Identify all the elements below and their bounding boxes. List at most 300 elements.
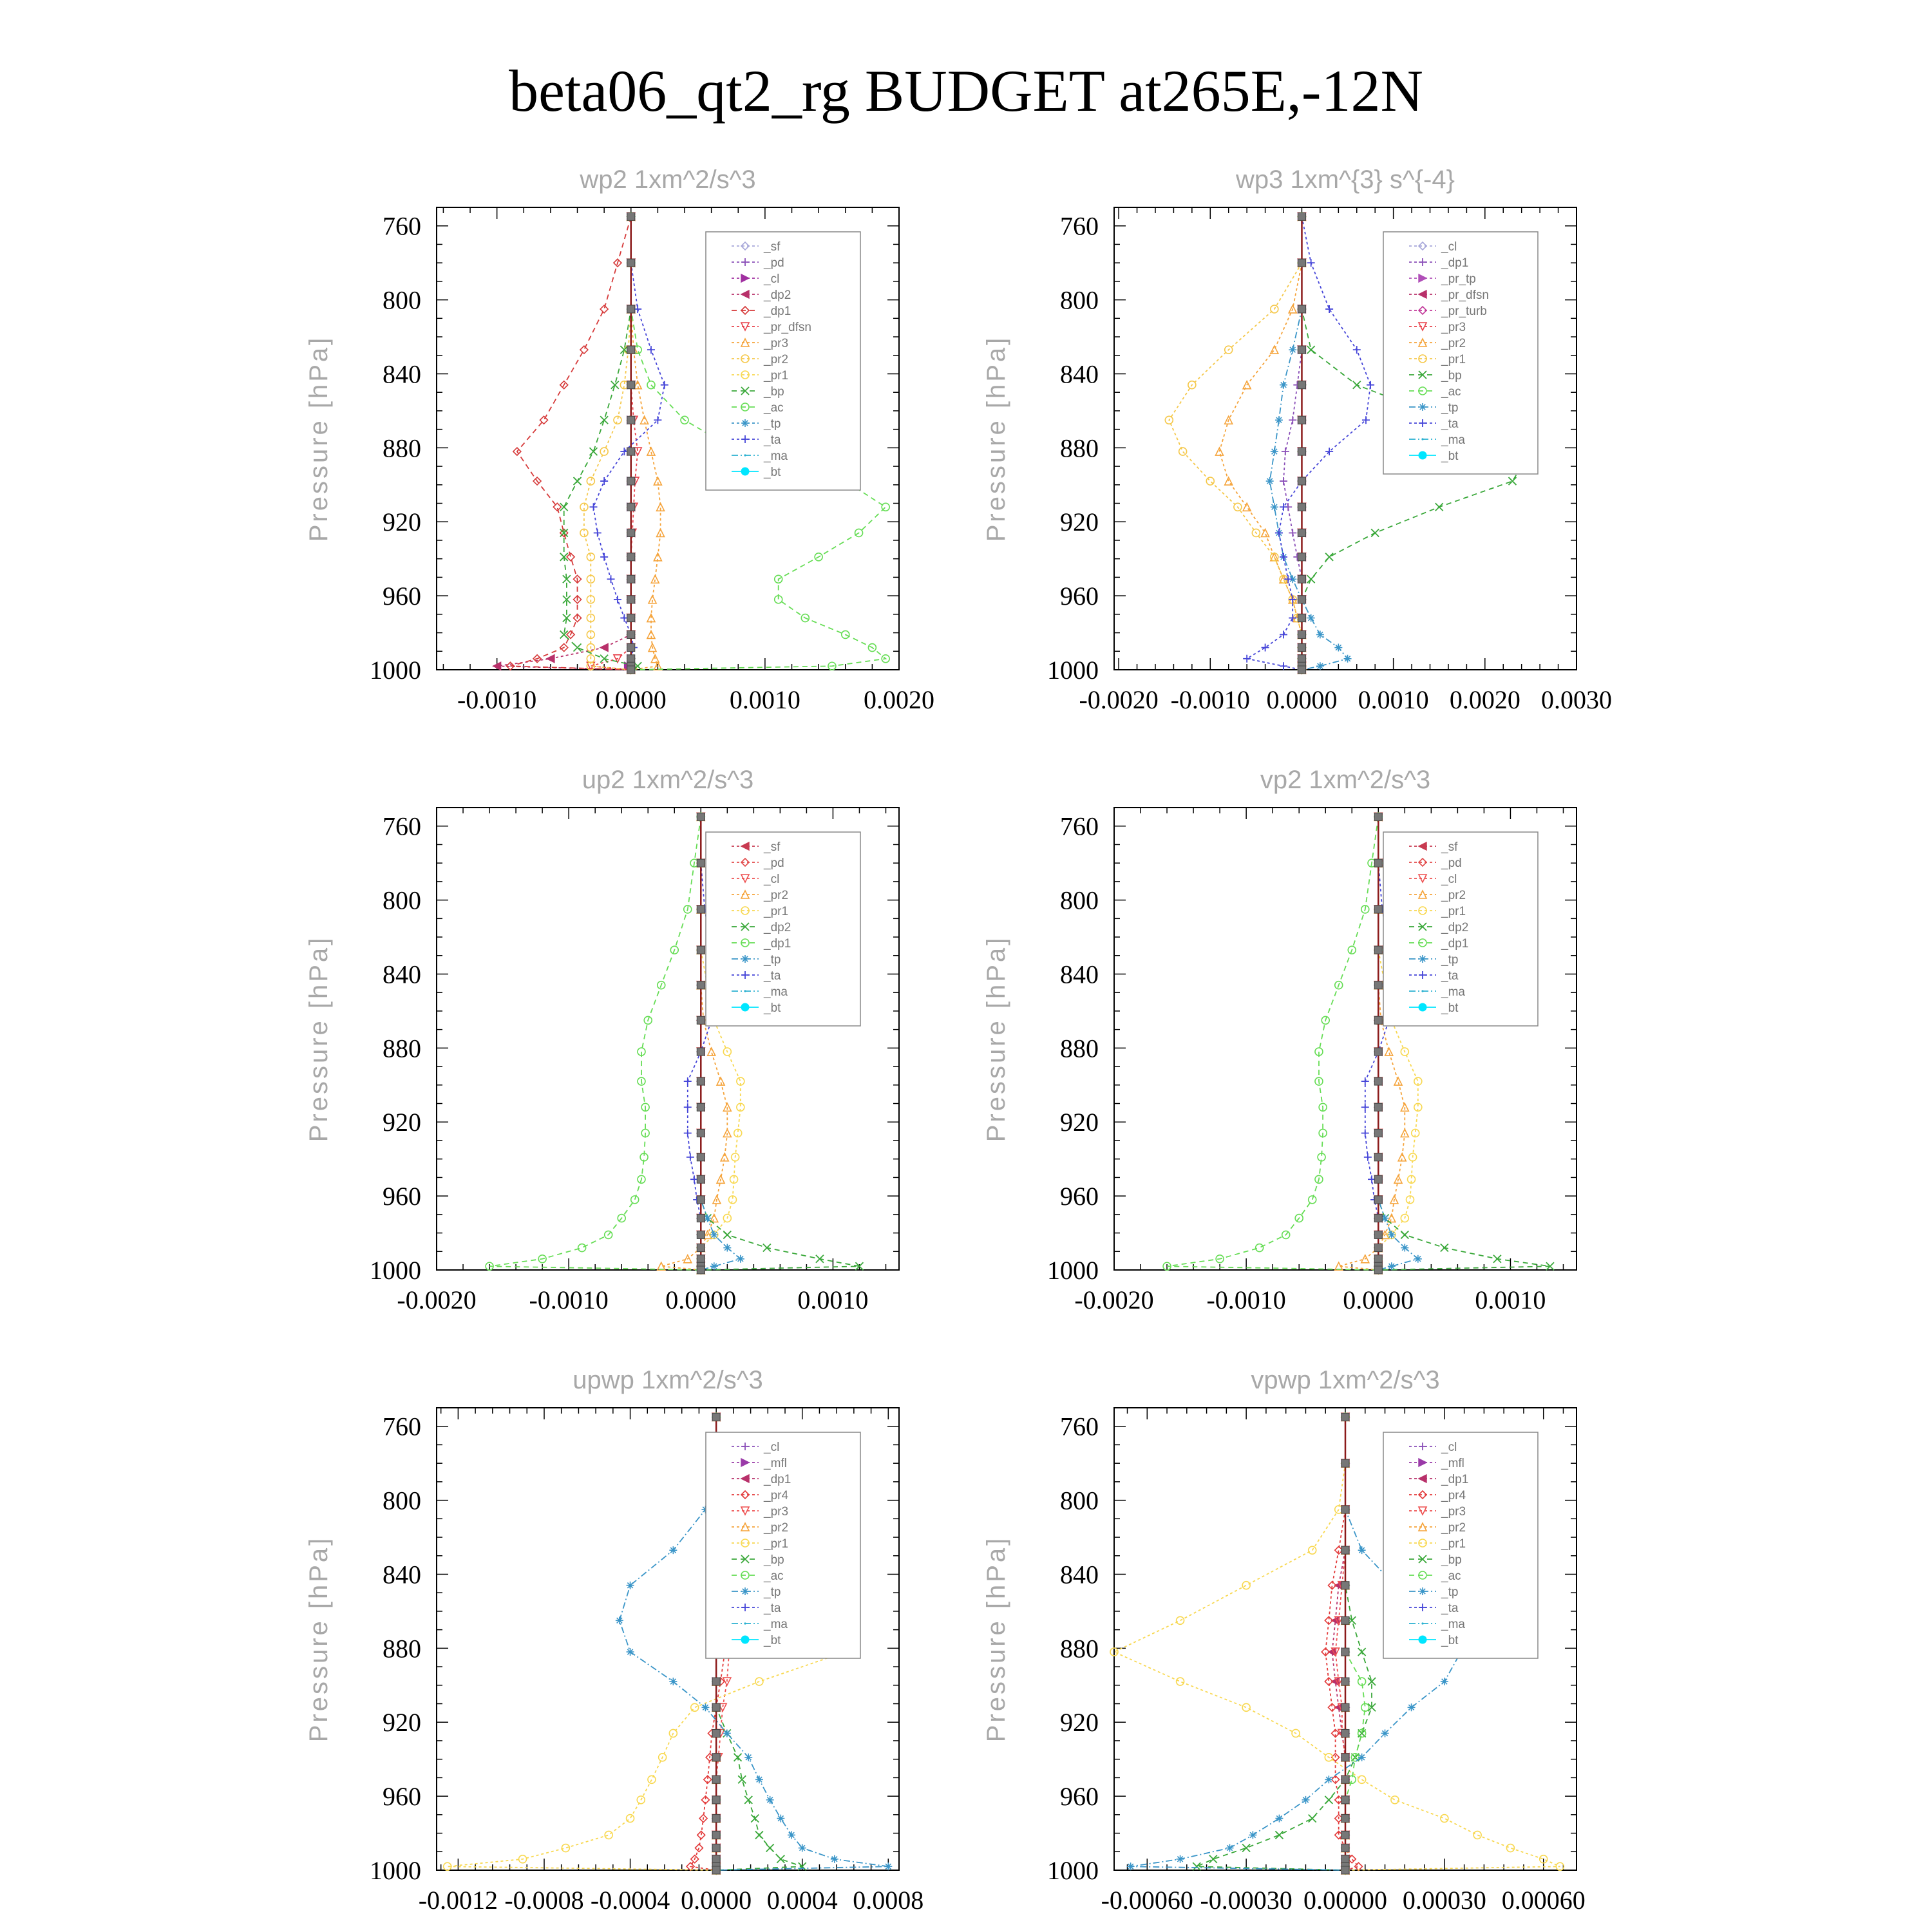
zero-marker xyxy=(1341,1616,1349,1624)
panel-title: up2 1xm^2/s^3 xyxy=(582,766,754,794)
data-point xyxy=(710,1231,718,1238)
data-point xyxy=(1289,346,1296,354)
zero-marker xyxy=(1298,503,1305,511)
y-axis-label: Pressure [hPa] xyxy=(982,935,1010,1142)
legend-marker xyxy=(741,1636,749,1643)
legend-label: _ma xyxy=(1441,985,1465,999)
data-point xyxy=(1414,1255,1422,1263)
zero-marker xyxy=(697,1016,705,1024)
y-tick-label: 840 xyxy=(1060,359,1099,389)
data-point xyxy=(587,477,594,485)
data-point xyxy=(1266,477,1274,485)
y-tick-label: 880 xyxy=(1060,433,1099,463)
panel-3 xyxy=(305,766,899,1314)
y-tick-label: 920 xyxy=(383,1108,421,1137)
data-point xyxy=(687,1153,694,1161)
zero-marker xyxy=(697,981,705,989)
zero-marker xyxy=(697,813,705,820)
y-tick-label: 1000 xyxy=(370,1256,421,1285)
panel-title: wp3 1xm^{3} s^{-4} xyxy=(1236,166,1455,194)
legend-marker xyxy=(1421,438,1423,440)
series-ta xyxy=(589,213,668,674)
data-point xyxy=(1367,381,1374,389)
legend-label: _dp2 xyxy=(764,921,791,934)
zero-marker xyxy=(1374,1016,1382,1024)
data-point xyxy=(884,1862,892,1870)
legend-label: _tp xyxy=(764,1586,781,1599)
series-pr3 xyxy=(1332,1413,1349,1874)
x-tick-label: -0.0004 xyxy=(590,1886,670,1915)
y-tick-label: 920 xyxy=(1060,507,1099,537)
zero-marker xyxy=(1341,1703,1349,1711)
legend-label: _ac xyxy=(764,1569,784,1583)
y-tick-label: 920 xyxy=(383,1708,421,1738)
legend-marker xyxy=(741,419,749,427)
data-point xyxy=(1361,1077,1369,1085)
data-point xyxy=(1381,1729,1389,1737)
zero-marker xyxy=(712,1855,720,1863)
x-tick-label: -0.0020 xyxy=(1074,1285,1154,1314)
x-tick-label: 0.0020 xyxy=(1449,685,1520,714)
data-point xyxy=(1344,655,1352,663)
data-point xyxy=(744,1754,752,1761)
legend-label: _sf xyxy=(1441,840,1458,854)
legend-marker xyxy=(744,454,746,456)
legend-label: _cl xyxy=(1441,1441,1457,1454)
data-point xyxy=(723,1231,731,1238)
zero-marker xyxy=(1374,905,1382,913)
data-point xyxy=(684,1103,692,1111)
data-point xyxy=(1302,1796,1309,1804)
series-dp1 xyxy=(486,813,705,1274)
zero-marker xyxy=(1298,655,1305,663)
series-line xyxy=(584,216,631,670)
data-point xyxy=(1353,381,1361,389)
data-point xyxy=(717,1077,724,1085)
x-tick-label: -0.00060 xyxy=(1101,1886,1193,1915)
zero-marker xyxy=(1298,259,1305,267)
data-point xyxy=(600,416,608,424)
zero-marker xyxy=(712,1831,720,1839)
y-axis-label: Pressure [hPa] xyxy=(982,335,1010,542)
data-point xyxy=(1127,1862,1135,1870)
data-point xyxy=(1262,644,1269,652)
legend-label: _cl xyxy=(764,873,780,886)
y-tick-label: 1000 xyxy=(1047,1256,1099,1285)
x-tick-label: 0.0004 xyxy=(766,1886,838,1915)
legend-marker xyxy=(741,468,749,475)
data-point xyxy=(882,503,889,511)
data-point xyxy=(1388,1231,1396,1238)
legend-label: _tp xyxy=(764,417,781,431)
legend-label: _cl xyxy=(1441,873,1457,886)
data-point xyxy=(594,529,601,536)
zero-marker xyxy=(1298,553,1305,561)
zero-marker xyxy=(697,1255,705,1263)
x-tick-label: -0.0010 xyxy=(529,1285,609,1314)
data-point xyxy=(647,381,655,389)
x-tick-label: -0.00030 xyxy=(1200,1886,1293,1915)
legend-label: _pr_turb xyxy=(1441,305,1487,318)
y-tick-label: 840 xyxy=(383,960,421,989)
y-tick-label: 880 xyxy=(383,1034,421,1063)
zero-marker xyxy=(1374,981,1382,989)
legend-label: _tp xyxy=(1441,953,1459,967)
data-point xyxy=(627,1648,634,1656)
series-dp2 xyxy=(493,213,635,674)
legend-marker xyxy=(1419,403,1426,411)
data-point xyxy=(589,448,597,455)
data-point xyxy=(1506,1844,1514,1852)
data-point xyxy=(669,1546,677,1554)
data-point xyxy=(1316,630,1324,638)
data-point xyxy=(1289,416,1296,424)
legend-label: _pr_dfsn xyxy=(1441,289,1489,302)
data-point xyxy=(799,1844,806,1852)
legend-marker xyxy=(1421,990,1423,992)
y-tick-label: 960 xyxy=(1060,1182,1099,1211)
zero-marker xyxy=(1374,1244,1382,1252)
data-point xyxy=(1307,259,1315,267)
zero-marker xyxy=(697,1215,705,1222)
legend-label: _ta xyxy=(764,433,781,447)
x-tick-label: 0.0000 xyxy=(1343,1285,1414,1314)
data-point xyxy=(1280,630,1287,638)
legend-label: _dp1 xyxy=(764,937,791,951)
zero-marker xyxy=(627,666,635,674)
legend xyxy=(1383,1432,1538,1658)
zero-marker xyxy=(627,575,635,583)
legend-label: _ma xyxy=(1441,1618,1465,1631)
series-bp xyxy=(1193,1413,1376,1874)
zero-marker xyxy=(712,1866,720,1874)
data-point xyxy=(1364,1153,1372,1161)
zero-marker xyxy=(1298,213,1305,220)
data-point xyxy=(1441,1678,1448,1685)
zero-marker xyxy=(1298,305,1305,313)
data-point xyxy=(691,1703,699,1711)
legend-label: _dp1 xyxy=(764,305,791,318)
data-point xyxy=(1280,477,1287,485)
data-point xyxy=(1325,305,1333,313)
legend-label: _pr4 xyxy=(764,1489,789,1502)
data-point xyxy=(1249,1831,1256,1839)
legend-label: _ac xyxy=(1441,385,1461,399)
zero-marker xyxy=(1341,1796,1349,1804)
y-tick-label: 880 xyxy=(1060,1634,1099,1663)
data-point xyxy=(1242,1582,1250,1589)
data-point xyxy=(1243,655,1251,663)
data-point xyxy=(661,381,668,389)
data-point xyxy=(1256,1244,1264,1252)
panel-title: vpwp 1xm^2/s^3 xyxy=(1251,1366,1440,1394)
legend-label: _ta xyxy=(1441,969,1459,983)
zero-marker xyxy=(627,259,635,267)
y-tick-label: 760 xyxy=(383,211,421,241)
data-point xyxy=(684,1129,692,1137)
legend-label: _pr1 xyxy=(764,905,789,918)
series-line xyxy=(1169,216,1302,670)
legend-label: _tp xyxy=(1441,401,1459,415)
zero-marker xyxy=(697,1048,705,1056)
x-tick-label: 0.0010 xyxy=(797,1285,869,1314)
data-point xyxy=(1307,614,1315,622)
legend-marker xyxy=(741,1003,749,1011)
data-point xyxy=(1325,553,1333,561)
zero-marker xyxy=(1374,1103,1382,1111)
legend-label: _cl xyxy=(764,272,780,286)
zero-marker xyxy=(712,1754,720,1761)
data-point xyxy=(1441,1815,1448,1823)
x-tick-label: 0.0000 xyxy=(1266,685,1338,714)
data-point xyxy=(1325,1796,1332,1804)
zero-marker xyxy=(1341,1459,1349,1467)
x-tick-label: -0.0020 xyxy=(1079,685,1159,714)
legend-label: _ta xyxy=(1441,1602,1459,1615)
x-tick-label: 0.0030 xyxy=(1541,685,1612,714)
zero-marker xyxy=(697,859,705,867)
legend-label: _mfl xyxy=(764,1457,787,1470)
y-tick-label: 800 xyxy=(1060,886,1099,915)
x-tick-label: 0.0000 xyxy=(595,685,667,714)
panel-2 xyxy=(982,166,1612,714)
data-point xyxy=(600,644,608,652)
x-tick-label: 0.0000 xyxy=(681,1886,752,1915)
zero-marker xyxy=(1374,1048,1382,1056)
legend-label: _pr_dfsn xyxy=(764,321,811,334)
zero-marker xyxy=(627,630,635,638)
x-tick-label: 0.0008 xyxy=(853,1886,924,1915)
zero-marker xyxy=(1374,1077,1382,1085)
data-point xyxy=(737,1255,744,1263)
zero-marker xyxy=(712,1815,720,1823)
x-tick-label: 0.0010 xyxy=(1475,1285,1546,1314)
data-point xyxy=(614,596,621,603)
x-tick-label: -0.0010 xyxy=(457,685,537,714)
legend-label: _pr2 xyxy=(1441,889,1466,902)
zero-marker xyxy=(712,1678,720,1685)
y-tick-label: 760 xyxy=(1060,1412,1099,1441)
data-point xyxy=(1353,346,1361,354)
zero-marker xyxy=(627,614,635,622)
legend-label: _dp2 xyxy=(764,289,791,302)
data-point xyxy=(1309,1815,1316,1823)
legend-label: _pr1 xyxy=(1441,353,1466,366)
legend-label: _pr3 xyxy=(1441,321,1466,334)
legend-marker xyxy=(741,1587,749,1595)
data-point xyxy=(755,1831,763,1839)
data-point xyxy=(589,503,597,511)
legend-label: _bt xyxy=(1441,450,1459,463)
x-tick-label: -0.0008 xyxy=(504,1886,584,1915)
data-point xyxy=(600,553,608,561)
data-point xyxy=(788,1831,795,1839)
zero-marker xyxy=(1374,1196,1382,1204)
data-point xyxy=(1280,662,1287,670)
data-point xyxy=(1361,1129,1369,1137)
data-point xyxy=(574,477,582,485)
series-pr4 xyxy=(1321,1413,1362,1874)
data-point xyxy=(755,1776,763,1783)
legend-label: _ma xyxy=(764,450,788,463)
y-tick-label: 1000 xyxy=(370,656,421,685)
legend-label: _pr3 xyxy=(764,337,789,350)
x-tick-label: -0.0012 xyxy=(418,1886,498,1915)
legend-label: _ma xyxy=(1441,433,1465,447)
data-point xyxy=(1408,1703,1416,1711)
zero-marker xyxy=(712,1703,720,1711)
series-pr2 xyxy=(580,213,635,674)
x-tick-label: 0.0000 xyxy=(665,1285,737,1314)
zero-marker xyxy=(1374,1153,1382,1161)
y-tick-label: 760 xyxy=(383,1412,421,1441)
data-point xyxy=(631,1196,639,1204)
legend-label: _ta xyxy=(1441,417,1459,431)
zero-marker xyxy=(712,1796,720,1804)
data-point xyxy=(723,1244,731,1252)
zero-marker xyxy=(1341,1844,1349,1852)
data-point xyxy=(751,1815,759,1823)
legend-label: _ac xyxy=(764,401,784,415)
legend-label: _dp1 xyxy=(1441,1473,1469,1486)
legend-label: _pr3 xyxy=(764,1505,789,1519)
data-point xyxy=(1371,529,1379,536)
zero-marker xyxy=(1374,946,1382,954)
zero-marker xyxy=(1298,666,1305,674)
data-point xyxy=(627,1815,634,1823)
zero-marker xyxy=(1341,1506,1349,1513)
zero-marker xyxy=(697,1077,705,1085)
legend-label: _ac xyxy=(1441,1569,1461,1583)
legend-label: _cl xyxy=(1441,240,1457,254)
data-point xyxy=(607,575,615,583)
legend-label: _bt xyxy=(1441,1634,1459,1647)
y-axis-label: Pressure [hPa] xyxy=(982,1535,1010,1743)
data-point xyxy=(1358,1648,1366,1656)
data-point xyxy=(1177,1855,1184,1863)
legend-label: _pr2 xyxy=(764,889,789,902)
data-point xyxy=(766,1844,774,1852)
y-tick-label: 920 xyxy=(383,507,421,537)
series-dp1 xyxy=(1163,813,1382,1274)
data-point xyxy=(1316,662,1324,670)
zero-marker xyxy=(1341,1866,1349,1874)
y-tick-label: 760 xyxy=(383,811,421,841)
legend-label: _sf xyxy=(764,240,781,254)
zero-marker xyxy=(1298,381,1305,389)
panel-6 xyxy=(982,1366,1586,1915)
data-point xyxy=(1307,575,1315,583)
legend-label: _pr2 xyxy=(764,353,789,366)
data-point xyxy=(562,1844,569,1852)
zero-marker xyxy=(1341,1815,1349,1823)
legend xyxy=(706,232,860,490)
zero-marker xyxy=(627,346,635,354)
data-point xyxy=(1325,1776,1332,1783)
zero-marker xyxy=(1298,448,1305,455)
data-point xyxy=(1358,1546,1366,1554)
panel-title: upwp 1xm^2/s^3 xyxy=(573,1366,763,1394)
x-tick-label: 0.0020 xyxy=(864,685,934,714)
zero-marker xyxy=(1298,575,1305,583)
data-point xyxy=(777,1855,784,1863)
zero-marker xyxy=(627,644,635,652)
y-tick-label: 960 xyxy=(383,1782,421,1812)
zero-marker xyxy=(1341,1729,1349,1737)
x-tick-label: 0.00000 xyxy=(1303,1886,1387,1915)
data-point xyxy=(1262,529,1269,536)
zero-marker xyxy=(627,596,635,603)
data-point xyxy=(684,1077,692,1085)
y-tick-label: 1000 xyxy=(1047,656,1099,685)
data-point xyxy=(1334,644,1342,652)
data-point xyxy=(1275,1831,1283,1839)
zero-marker xyxy=(697,1244,705,1252)
zero-marker xyxy=(697,1103,705,1111)
series-line xyxy=(1167,817,1378,1270)
data-point xyxy=(1284,575,1292,583)
y-tick-label: 760 xyxy=(1060,811,1099,841)
zero-marker xyxy=(712,1729,720,1737)
zero-marker xyxy=(627,553,635,561)
zero-marker xyxy=(627,381,635,389)
data-point xyxy=(605,1831,612,1839)
zero-marker xyxy=(1341,1776,1349,1783)
legend-label: _pr4 xyxy=(1441,1489,1466,1502)
data-point xyxy=(600,655,608,663)
data-point xyxy=(1473,1831,1481,1839)
legend-label: _bt xyxy=(1441,1001,1459,1015)
zero-marker xyxy=(1298,630,1305,638)
zero-marker xyxy=(1298,596,1305,603)
zero-marker xyxy=(1341,1678,1349,1685)
zero-marker xyxy=(627,503,635,511)
data-point xyxy=(1209,1855,1217,1863)
legend-label: _dp1 xyxy=(1441,937,1469,951)
panel-title: wp2 1xm^2/s^3 xyxy=(580,166,756,194)
data-point xyxy=(1435,503,1443,511)
data-point xyxy=(744,1796,752,1804)
y-tick-label: 840 xyxy=(1060,1560,1099,1589)
data-point xyxy=(1275,416,1283,424)
data-point xyxy=(567,553,574,561)
zero-marker xyxy=(712,1413,720,1421)
panel-1 xyxy=(305,166,934,714)
zero-marker xyxy=(627,529,635,536)
zero-marker xyxy=(627,305,635,313)
data-point xyxy=(831,1855,838,1863)
legend-label: _pr1 xyxy=(1441,905,1466,918)
x-tick-label: 0.00030 xyxy=(1402,1886,1486,1915)
zero-marker xyxy=(1341,1754,1349,1761)
zero-marker xyxy=(697,1175,705,1183)
y-axis-label: Pressure [hPa] xyxy=(305,1535,333,1743)
legend-marker xyxy=(741,955,749,963)
data-point xyxy=(647,346,655,354)
series-dp1 xyxy=(506,213,634,674)
zero-marker xyxy=(1298,416,1305,424)
zero-marker xyxy=(712,1776,720,1783)
y-tick-label: 880 xyxy=(383,1634,421,1663)
data-point xyxy=(1271,346,1278,354)
legend-label: _pr1 xyxy=(1441,1537,1466,1551)
legend-label: _pr_tp xyxy=(1441,272,1476,286)
panel-title: vp2 1xm^2/s^3 xyxy=(1260,766,1431,794)
zero-marker xyxy=(1341,1855,1349,1863)
y-tick-label: 880 xyxy=(1060,1034,1099,1063)
zero-marker xyxy=(1374,1129,1382,1137)
data-point xyxy=(710,1262,718,1270)
